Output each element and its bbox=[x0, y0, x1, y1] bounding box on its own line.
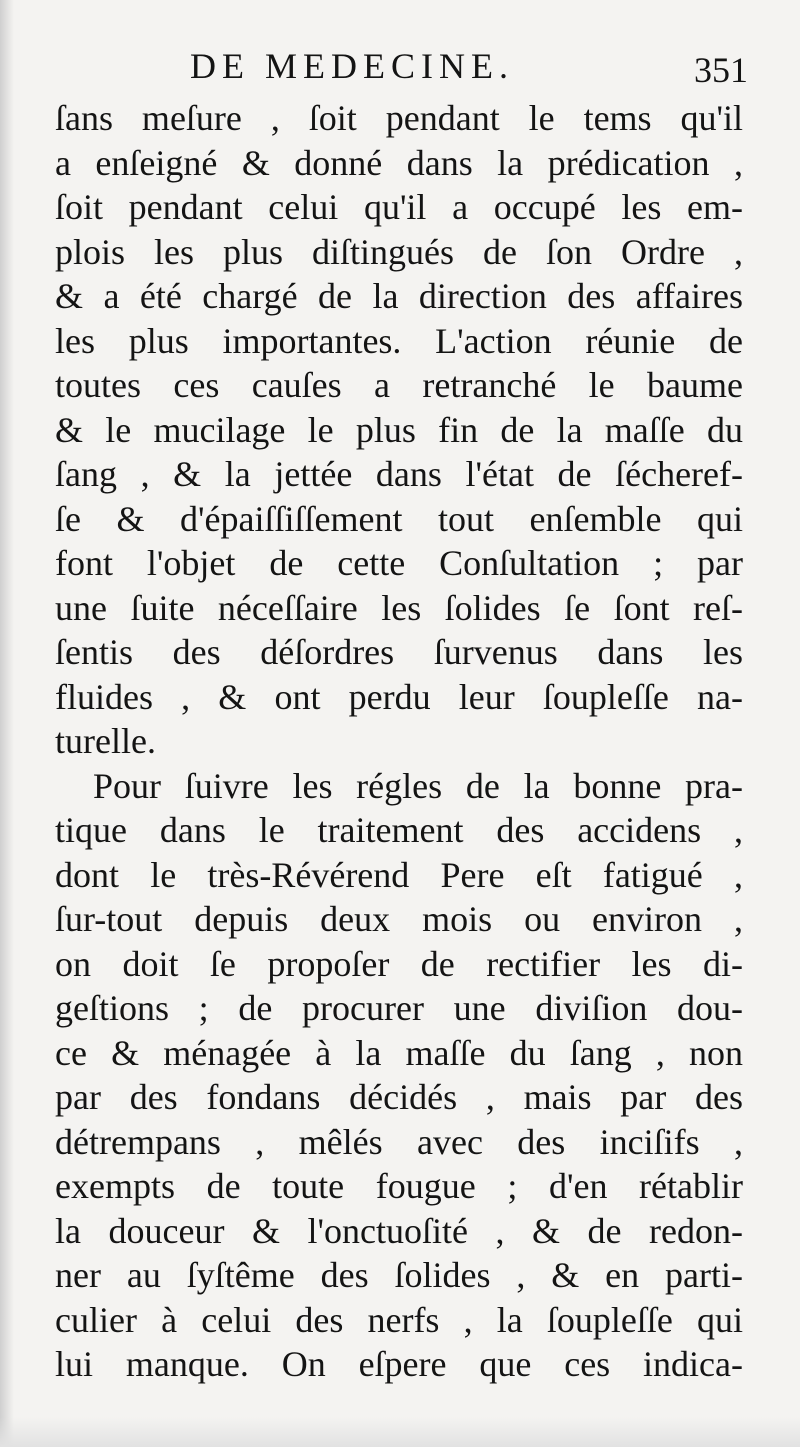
running-title: DE MEDECINE. bbox=[190, 46, 514, 86]
text-line: lui manque. On eſpere que ces indica- bbox=[55, 1344, 743, 1384]
text-line: ſe & d'épaiſſiſſement tout enſemble qui bbox=[55, 498, 743, 539]
text-line: détrempans , mêlés avec des inciſifs , bbox=[55, 1121, 743, 1162]
text-line: ſoit pendant celui qu'il a occupé les em- bbox=[55, 187, 743, 227]
text-line: a enſeigné & donné dans la prédication , bbox=[55, 142, 743, 183]
text-line: ſang , & la jettée dans l'état de ſécheref- bbox=[55, 454, 743, 494]
text-line: fluides , & ont perdu leur ſoupleſſe na- bbox=[55, 676, 743, 717]
text-line: turelle. bbox=[55, 721, 156, 761]
page-number: 351 bbox=[694, 50, 748, 90]
body-text bbox=[55, 96, 743, 1387]
text-line: geſtions ; de procurer une diviſion dou- bbox=[55, 988, 743, 1028]
text-line: on doit ſe propoſer de rectifier les di- bbox=[55, 943, 743, 984]
text-line: toutes ces cauſes a retranché le baume bbox=[55, 365, 743, 405]
page-gutter-shadow bbox=[0, 0, 14, 1447]
text-line: plois les plus diſtingués de ſon Ordre , bbox=[55, 231, 743, 272]
text-line: tique dans le traitement des accidens , bbox=[55, 810, 743, 850]
text-line: ſur-tout depuis deux mois ou environ , bbox=[55, 899, 743, 939]
text-line: & le mucilage le plus fin de la maſſe du bbox=[55, 409, 743, 450]
text-line: ſentis des déſordres ſurvenus dans les bbox=[55, 632, 743, 672]
text-line: les plus importantes. L'action réunie de bbox=[55, 320, 743, 361]
text-line: culier à celui des nerfs , la ſoupleſſe qui bbox=[55, 1299, 743, 1340]
text-line: ner au ſyſtême des ſolides , & en parti- bbox=[55, 1255, 743, 1295]
paragraph-2 bbox=[55, 764, 743, 1387]
text-line: font l'objet de cette Conſultation ; par bbox=[55, 543, 743, 583]
text-line: une ſuite néceſſaire les ſolides ſe ſont reſ- bbox=[55, 587, 743, 628]
text-line: dont le très-Révérend Pere eſt fatigué , bbox=[55, 854, 743, 895]
text-line: ſans meſure , ſoit pendant le tems qu'il bbox=[55, 98, 743, 138]
text-line: Pour ſuivre les régles de la bonne pra- bbox=[93, 765, 743, 806]
text-line: la douceur & l'onctuoſité , & de redon- bbox=[55, 1210, 743, 1251]
text-line: & a été chargé de la direction des affaires bbox=[55, 276, 743, 316]
text-line: exempts de toute fougue ; d'en rétablir bbox=[55, 1166, 743, 1206]
text-line: par des fondans décidés , mais par des bbox=[55, 1077, 743, 1117]
page-bottom-shadow bbox=[0, 1417, 800, 1447]
text-line: ce & ménagée à la maſſe du ſang , non bbox=[55, 1032, 743, 1073]
paragraph-1 bbox=[55, 96, 743, 764]
